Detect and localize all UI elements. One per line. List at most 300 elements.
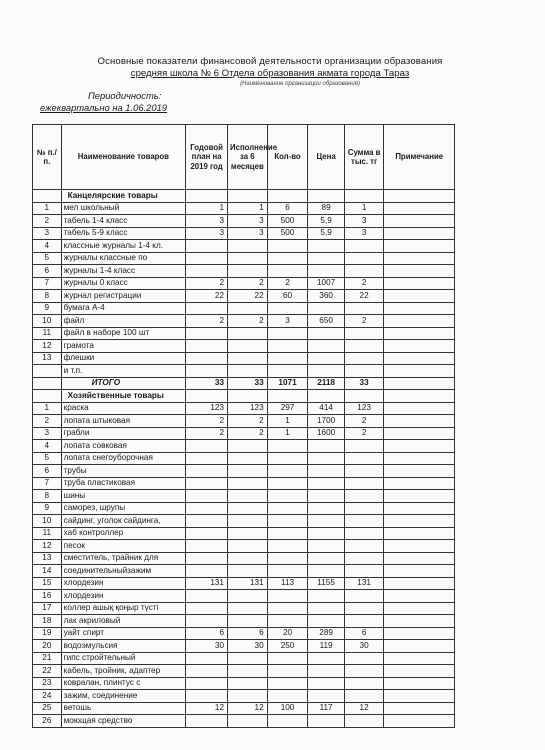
row-note bbox=[384, 615, 455, 628]
row-number: 5 bbox=[33, 252, 62, 265]
row-exec bbox=[228, 490, 268, 503]
table-row bbox=[33, 290, 455, 303]
row-price: 5,9 bbox=[308, 227, 344, 240]
row-exec bbox=[228, 540, 268, 553]
row-plan: 22 bbox=[186, 290, 228, 303]
row-sum: 22 bbox=[344, 290, 384, 303]
row-name: файл в наборе 100 шт bbox=[61, 327, 186, 340]
row-number: 1 bbox=[33, 202, 62, 215]
row-price bbox=[308, 540, 344, 553]
col-header-note: Примечание bbox=[384, 125, 455, 190]
col-header-qty: Кол-во bbox=[267, 125, 308, 190]
row-number: 3 bbox=[33, 427, 62, 440]
row-plan: 12 bbox=[186, 702, 228, 715]
row-qty bbox=[267, 552, 308, 565]
row-sum: 1 bbox=[344, 202, 384, 215]
row-name: хлордезин bbox=[61, 577, 186, 590]
table-cell bbox=[267, 390, 308, 403]
row-note bbox=[384, 265, 455, 278]
row-sum bbox=[344, 527, 384, 540]
row-exec bbox=[228, 677, 268, 690]
row-number: 2 bbox=[33, 415, 62, 428]
row-price: 89 bbox=[308, 202, 344, 215]
row-exec bbox=[228, 365, 268, 378]
table-row bbox=[33, 615, 455, 628]
row-number: 6 bbox=[33, 265, 62, 278]
row-note bbox=[384, 352, 455, 365]
row-plan bbox=[186, 477, 228, 490]
row-qty bbox=[267, 677, 308, 690]
row-price: 414 bbox=[308, 402, 344, 415]
row-exec: 22 bbox=[228, 290, 268, 303]
table-cell bbox=[384, 190, 455, 203]
row-name: грабли bbox=[61, 427, 186, 440]
row-qty bbox=[267, 665, 308, 678]
row-sum: 2 bbox=[344, 315, 384, 328]
row-exec: 3 bbox=[228, 215, 268, 228]
row-price bbox=[308, 502, 344, 515]
row-name: хлордезин bbox=[61, 590, 186, 603]
row-number: 25 bbox=[33, 702, 62, 715]
row-note bbox=[384, 227, 455, 240]
row-number: 9 bbox=[33, 502, 62, 515]
row-qty bbox=[267, 527, 308, 540]
row-plan bbox=[186, 365, 228, 378]
row-note bbox=[384, 402, 455, 415]
row-price bbox=[308, 327, 344, 340]
row-qty bbox=[267, 465, 308, 478]
row-note bbox=[384, 427, 455, 440]
row-name: лопата штыковая bbox=[61, 415, 186, 428]
row-sum bbox=[344, 265, 384, 278]
row-qty bbox=[267, 452, 308, 465]
row-sum: 2 bbox=[344, 277, 384, 290]
row-note bbox=[384, 702, 455, 715]
row-note bbox=[384, 577, 455, 590]
row-qty bbox=[267, 302, 308, 315]
row-name: лопата совковая bbox=[61, 440, 186, 453]
table-cell bbox=[344, 390, 384, 403]
row-number: 19 bbox=[33, 627, 62, 640]
row-note bbox=[384, 340, 455, 353]
row-note bbox=[384, 202, 455, 215]
row-qty bbox=[267, 240, 308, 253]
row-price bbox=[308, 302, 344, 315]
row-plan: 2 bbox=[186, 315, 228, 328]
row-qty: 1 bbox=[267, 427, 308, 440]
row-price bbox=[308, 252, 344, 265]
table-row bbox=[33, 440, 455, 453]
row-sum bbox=[344, 252, 384, 265]
row-plan bbox=[186, 352, 228, 365]
table-cell bbox=[33, 390, 62, 403]
row-sum: 131 bbox=[344, 577, 384, 590]
row-name: журнал регистрации bbox=[61, 290, 186, 303]
row-note bbox=[384, 452, 455, 465]
row-price bbox=[308, 602, 344, 615]
row-name: краска bbox=[61, 402, 186, 415]
row-plan bbox=[186, 490, 228, 503]
row-name: журналы классные по bbox=[61, 252, 186, 265]
row-price bbox=[308, 527, 344, 540]
row-name: хаб контроллер bbox=[61, 527, 186, 540]
row-note bbox=[384, 302, 455, 315]
row-price bbox=[308, 365, 344, 378]
row-exec: 123 bbox=[228, 402, 268, 415]
row-exec bbox=[228, 615, 268, 628]
row-note bbox=[384, 490, 455, 503]
table-row bbox=[33, 352, 455, 365]
table-row bbox=[33, 665, 455, 678]
row-name: флешки bbox=[61, 352, 186, 365]
row-exec bbox=[228, 265, 268, 278]
row-note bbox=[384, 252, 455, 265]
row-exec bbox=[228, 465, 268, 478]
table-row bbox=[33, 602, 455, 615]
table-row bbox=[33, 527, 455, 540]
period-label: Периодичность: bbox=[88, 90, 162, 101]
table-row bbox=[33, 252, 455, 265]
row-sum bbox=[344, 452, 384, 465]
section-title: Хозяйственные товары bbox=[61, 390, 186, 403]
row-number: 20 bbox=[33, 640, 62, 653]
row-price bbox=[308, 715, 344, 728]
row-exec bbox=[228, 327, 268, 340]
row-name: трубы bbox=[61, 465, 186, 478]
row-plan: 6 bbox=[186, 627, 228, 640]
row-sum bbox=[344, 677, 384, 690]
row-price: 1700 bbox=[308, 415, 344, 428]
row-note bbox=[384, 315, 455, 328]
row-name: труба пластиковая bbox=[61, 477, 186, 490]
row-price bbox=[308, 515, 344, 528]
row-plan: 2 bbox=[186, 415, 228, 428]
table-row bbox=[33, 240, 455, 253]
total-row bbox=[33, 377, 455, 390]
row-qty: 500 bbox=[267, 227, 308, 240]
table-row bbox=[33, 215, 455, 228]
table-row bbox=[33, 327, 455, 340]
row-qty: 20 bbox=[267, 627, 308, 640]
row-qty: 250 bbox=[267, 640, 308, 653]
row-number: 17 bbox=[33, 602, 62, 615]
row-plan bbox=[186, 302, 228, 315]
table-row bbox=[33, 415, 455, 428]
col-header-sum: Сумма в тыс. тг bbox=[344, 125, 384, 190]
row-exec bbox=[228, 690, 268, 703]
row-qty bbox=[267, 540, 308, 553]
row-plan bbox=[186, 677, 228, 690]
row-plan bbox=[186, 502, 228, 515]
row-qty bbox=[267, 565, 308, 578]
row-number: 11 bbox=[33, 327, 62, 340]
row-price bbox=[308, 490, 344, 503]
row-exec bbox=[228, 502, 268, 515]
row-qty bbox=[267, 490, 308, 503]
row-price bbox=[308, 615, 344, 628]
row-qty bbox=[267, 440, 308, 453]
row-sum bbox=[344, 477, 384, 490]
row-note bbox=[384, 565, 455, 578]
row-qty: 6 bbox=[267, 202, 308, 215]
row-exec bbox=[228, 527, 268, 540]
row-note bbox=[384, 240, 455, 253]
row-note bbox=[384, 590, 455, 603]
row-price: 117 bbox=[308, 702, 344, 715]
row-qty: 1 bbox=[267, 415, 308, 428]
table-row bbox=[33, 490, 455, 503]
row-exec bbox=[228, 590, 268, 603]
row-name: классные журналы 1-4 кл. bbox=[61, 240, 186, 253]
row-qty bbox=[267, 327, 308, 340]
row-name: зажим, соединение bbox=[61, 690, 186, 703]
row-qty: 100 bbox=[267, 702, 308, 715]
row-exec bbox=[228, 665, 268, 678]
section-row bbox=[33, 190, 455, 203]
row-plan bbox=[186, 615, 228, 628]
table-row bbox=[33, 552, 455, 565]
row-qty bbox=[267, 352, 308, 365]
table-row bbox=[33, 477, 455, 490]
row-plan bbox=[186, 240, 228, 253]
row-exec bbox=[228, 440, 268, 453]
row-exec bbox=[228, 715, 268, 728]
row-plan bbox=[186, 715, 228, 728]
row-note bbox=[384, 552, 455, 565]
total-qty: 1071 bbox=[267, 377, 308, 390]
row-price bbox=[308, 665, 344, 678]
row-note bbox=[384, 640, 455, 653]
row-qty bbox=[267, 502, 308, 515]
row-exec bbox=[228, 602, 268, 615]
row-price: 650 bbox=[308, 315, 344, 328]
row-price: 119 bbox=[308, 640, 344, 653]
row-exec: 131 bbox=[228, 577, 268, 590]
row-name: и т.п. bbox=[61, 365, 186, 378]
row-plan bbox=[186, 440, 228, 453]
row-plan bbox=[186, 652, 228, 665]
table-body bbox=[33, 190, 455, 728]
row-qty: 297 bbox=[267, 402, 308, 415]
table-row bbox=[33, 340, 455, 353]
row-price bbox=[308, 477, 344, 490]
row-price bbox=[308, 652, 344, 665]
row-note bbox=[384, 465, 455, 478]
row-name: кабель, тройник, адаптер bbox=[61, 665, 186, 678]
row-qty bbox=[267, 515, 308, 528]
row-number: 6 bbox=[33, 465, 62, 478]
row-sum bbox=[344, 465, 384, 478]
row-plan bbox=[186, 565, 228, 578]
table-row bbox=[33, 640, 455, 653]
row-qty bbox=[267, 602, 308, 615]
row-exec: 30 bbox=[228, 640, 268, 653]
row-qty bbox=[267, 477, 308, 490]
period-value: ежеквартально на 1.06.2019 bbox=[40, 102, 168, 113]
row-note bbox=[384, 677, 455, 690]
financial-table bbox=[32, 124, 455, 728]
row-price: 289 bbox=[308, 627, 344, 640]
row-plan: 131 bbox=[186, 577, 228, 590]
row-number: 1 bbox=[33, 402, 62, 415]
row-note bbox=[384, 290, 455, 303]
organization-name-caption: (Наименование организации образования) bbox=[240, 81, 360, 87]
row-qty: 500 bbox=[267, 215, 308, 228]
row-number: 7 bbox=[33, 477, 62, 490]
row-name: сайдинг, уголок сайдинга, bbox=[61, 515, 186, 528]
row-name: песок bbox=[61, 540, 186, 553]
row-qty bbox=[267, 252, 308, 265]
row-number: 12 bbox=[33, 540, 62, 553]
row-name: табель 5-9 класс bbox=[61, 227, 186, 240]
row-name: шины bbox=[61, 490, 186, 503]
table-row bbox=[33, 502, 455, 515]
row-price: 360 bbox=[308, 290, 344, 303]
row-exec bbox=[228, 240, 268, 253]
table-cell bbox=[308, 190, 344, 203]
row-qty bbox=[267, 652, 308, 665]
row-exec: 12 bbox=[228, 702, 268, 715]
row-name: бумага А-4 bbox=[61, 302, 186, 315]
total-sum: 33 bbox=[344, 377, 384, 390]
row-sum bbox=[344, 690, 384, 703]
row-number: 22 bbox=[33, 665, 62, 678]
total-label: ИТОГО bbox=[61, 377, 186, 390]
row-number: 24 bbox=[33, 690, 62, 703]
row-plan bbox=[186, 265, 228, 278]
row-number: 23 bbox=[33, 677, 62, 690]
row-number: 8 bbox=[33, 290, 62, 303]
row-note bbox=[384, 540, 455, 553]
table-cell bbox=[384, 390, 455, 403]
row-price bbox=[308, 440, 344, 453]
row-exec bbox=[228, 302, 268, 315]
row-plan: 1 bbox=[186, 202, 228, 215]
total-price: 2118 bbox=[308, 377, 344, 390]
total-note bbox=[384, 377, 455, 390]
table-cell bbox=[228, 390, 268, 403]
row-sum bbox=[344, 652, 384, 665]
row-note bbox=[384, 215, 455, 228]
row-exec bbox=[228, 252, 268, 265]
row-exec: 6 bbox=[228, 627, 268, 640]
row-note bbox=[384, 440, 455, 453]
table-cell bbox=[186, 190, 228, 203]
row-price: 1155 bbox=[308, 577, 344, 590]
row-note bbox=[384, 690, 455, 703]
row-sum bbox=[344, 615, 384, 628]
row-number: 13 bbox=[33, 352, 62, 365]
row-number: 26 bbox=[33, 715, 62, 728]
row-qty bbox=[267, 340, 308, 353]
row-plan bbox=[186, 602, 228, 615]
table-row bbox=[33, 302, 455, 315]
row-number: 21 bbox=[33, 652, 62, 665]
row-exec: 1 bbox=[228, 202, 268, 215]
table-cell bbox=[267, 190, 308, 203]
table-cell bbox=[228, 190, 268, 203]
table-row bbox=[33, 627, 455, 640]
row-name: водоэмульсия bbox=[61, 640, 186, 653]
row-plan bbox=[186, 690, 228, 703]
table-row bbox=[33, 465, 455, 478]
row-note bbox=[384, 527, 455, 540]
row-sum: 123 bbox=[344, 402, 384, 415]
row-name: соединительныйзажим bbox=[61, 565, 186, 578]
row-sum bbox=[344, 565, 384, 578]
table-row bbox=[33, 565, 455, 578]
row-qty bbox=[267, 590, 308, 603]
row-exec bbox=[228, 515, 268, 528]
row-name: ковралан, плинтус с bbox=[61, 677, 186, 690]
row-name: лак акриловый bbox=[61, 615, 186, 628]
row-sum: 2 bbox=[344, 415, 384, 428]
row-note bbox=[384, 415, 455, 428]
row-sum bbox=[344, 240, 384, 253]
row-number: 3 bbox=[33, 227, 62, 240]
row-sum bbox=[344, 352, 384, 365]
section-row bbox=[33, 390, 455, 403]
row-sum bbox=[344, 440, 384, 453]
row-exec: 2 bbox=[228, 427, 268, 440]
row-number: 18 bbox=[33, 615, 62, 628]
table-row bbox=[33, 315, 455, 328]
table-row bbox=[33, 427, 455, 440]
row-name: саморез, шрупы bbox=[61, 502, 186, 515]
row-sum bbox=[344, 365, 384, 378]
row-name: уайт спирт bbox=[61, 627, 186, 640]
table-row bbox=[33, 202, 455, 215]
row-number: 13 bbox=[33, 552, 62, 565]
row-number: 4 bbox=[33, 440, 62, 453]
row-qty bbox=[267, 690, 308, 703]
table-row bbox=[33, 402, 455, 415]
row-number: 16 bbox=[33, 590, 62, 603]
row-plan: 2 bbox=[186, 427, 228, 440]
row-number: 12 bbox=[33, 340, 62, 353]
row-note bbox=[384, 477, 455, 490]
row-plan bbox=[186, 252, 228, 265]
row-qty bbox=[267, 715, 308, 728]
row-note bbox=[384, 627, 455, 640]
row-sum bbox=[344, 602, 384, 615]
row-sum bbox=[344, 590, 384, 603]
row-exec bbox=[228, 565, 268, 578]
row-note bbox=[384, 365, 455, 378]
col-header-price: Цена bbox=[308, 125, 344, 190]
row-exec: 2 bbox=[228, 415, 268, 428]
row-plan: 3 bbox=[186, 215, 228, 228]
row-sum bbox=[344, 515, 384, 528]
row-sum: 30 bbox=[344, 640, 384, 653]
row-price bbox=[308, 565, 344, 578]
row-note bbox=[384, 665, 455, 678]
row-exec bbox=[228, 340, 268, 353]
row-price bbox=[308, 590, 344, 603]
row-note bbox=[384, 327, 455, 340]
row-qty: 2 bbox=[267, 277, 308, 290]
row-qty bbox=[267, 265, 308, 278]
table-header-row bbox=[33, 125, 455, 190]
row-price: 5,9 bbox=[308, 215, 344, 228]
row-exec: 2 bbox=[228, 277, 268, 290]
row-plan: 30 bbox=[186, 640, 228, 653]
row-plan bbox=[186, 465, 228, 478]
row-sum: 3 bbox=[344, 227, 384, 240]
row-sum bbox=[344, 327, 384, 340]
row-price bbox=[308, 240, 344, 253]
row-name: табель 1-4 класс bbox=[61, 215, 186, 228]
